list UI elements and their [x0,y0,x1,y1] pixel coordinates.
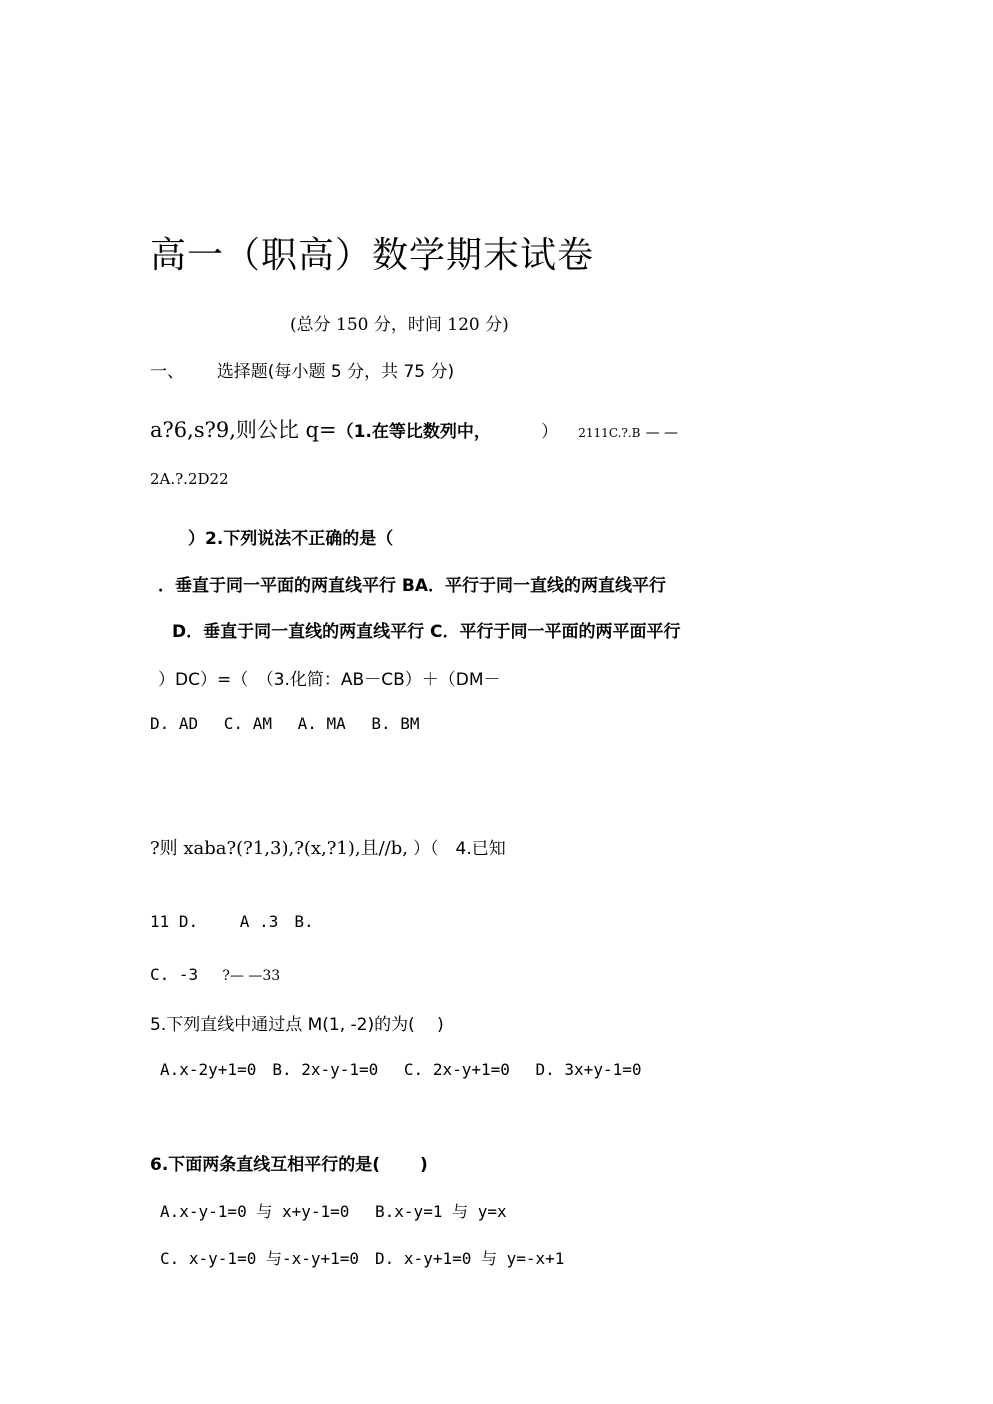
question-4-option-d-frag: ?— —33 [222,968,281,984]
question-1-dashes: — — [645,425,679,441]
question-1-formula: a?6,s?9,则公比 q= [150,418,337,442]
question-4-text: ）（ 4.已知 [413,839,506,859]
section-title: 选择题(每小题 5 分，共 75 分) [216,362,455,382]
question-1-line-2: 2A.?.2D22 [150,470,229,488]
question-3-options: D. AD C. AM A. MA B. BM [150,714,420,733]
question-1-paren: ） [541,422,559,442]
section-heading [150,364,454,381]
question-5-options: A.x-2y+1=0 B. 2x-y-1=0 C. 2x-y+1=0 D. 3x+y-1=0 [160,1060,642,1079]
question-5-stem: 5.下列直线中通过点 M(1, -2)的为( ) [150,1015,444,1035]
question-4-formula: ?则 xaba?(?1,3),?(x,?1),且//b, [150,838,408,859]
question-1-line-1 [150,420,678,441]
question-2-options-2: D．垂直于同一直线的两直线平行 C．平行于同一平面的两平面平行 [172,622,681,642]
question-6-options-2: C. x-y-1=0 与-x-y+1=0 D. x-y+1=0 与 y=-x+1 [160,1249,565,1268]
section-number: 一、 [150,362,184,382]
question-4-options-2 [150,967,280,983]
question-6-stem: 6.下面两条直线互相平行的是( ) [150,1155,428,1175]
question-4-options-1: 11 D. A .3 B. [150,912,314,931]
question-4-option-c: C. -3 [150,965,199,984]
question-6-options-1: A.x-y-1=0 与 x+y-1=0 B.x-y=1 与 y=x [160,1202,507,1221]
question-2-options-1: ．垂直于同一平面的两直线平行 BA．平行于同一直线的两直线平行 [158,576,667,596]
question-1-stem: （1.在等比数列中， [336,422,491,442]
question-2-stem: ）2.下列说法不正确的是（ [188,529,394,549]
exam-title: 高一（职高）数学期末试卷 [150,235,595,276]
question-1-options: 2111C.?.B [578,426,641,440]
exam-meta: (总分 150 分，时间 120 分) [290,315,509,335]
question-4-stem [150,840,506,858]
question-3-stem: ）DC）=（ （3.化简：AB－CB）＋（DM－ [158,670,501,690]
